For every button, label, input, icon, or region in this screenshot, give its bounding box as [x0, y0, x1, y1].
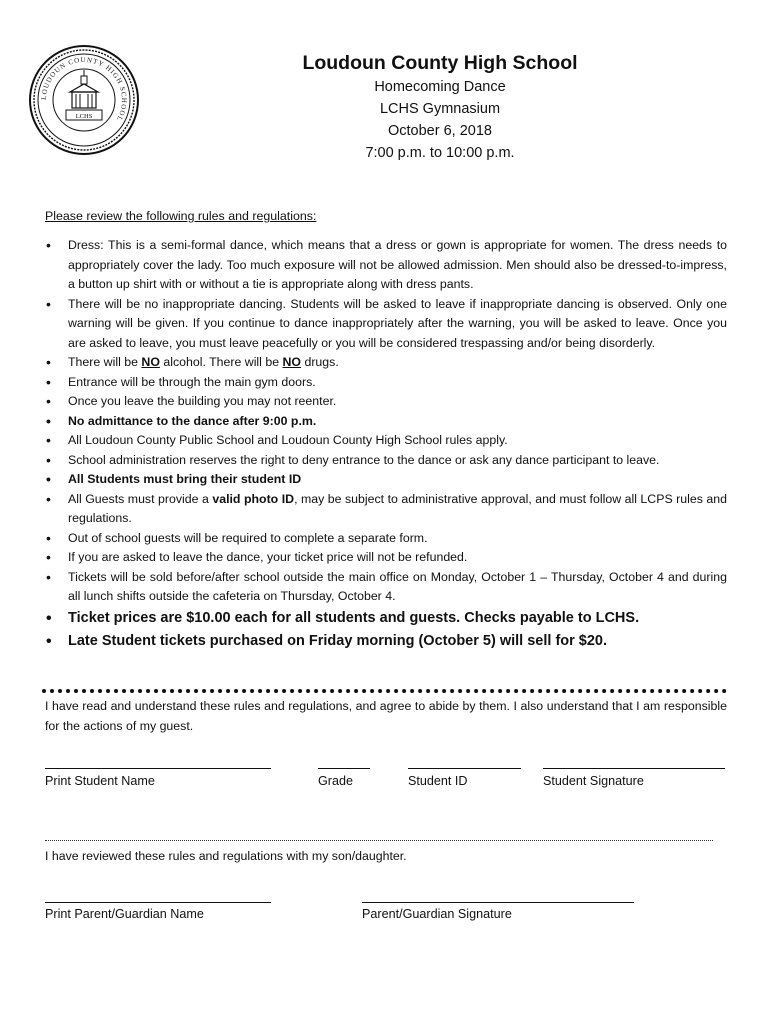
event-date: October 6, 2018	[388, 123, 492, 139]
rule-out-of-school: • Out of school guests will be required to complete a separate form.	[45, 529, 727, 549]
dotted-separator	[42, 689, 727, 693]
rule-guests: • All Guests must provide a valid photo ID, may be subject to administrative approval, and must follow all LCPS rules and regulations.	[45, 490, 727, 529]
rule-reentry: • Once you leave the building you may not reenter.	[45, 392, 727, 412]
student-id-label: Student ID	[408, 774, 468, 788]
rule-school-rules: • All Loudoun County Public School and Loudoun County High School rules apply.	[45, 431, 727, 451]
rule-administration: • School administration reserves the right to deny entrance to the dance or ask any dance participant to leave.	[45, 451, 727, 471]
rule-dress: • Dress: This is a semi-formal dance, which means that a dress or gown is appropriate for women. The dress needs to appropriately cover the lady. Too much exposure will not be allowed admission. Men should also be dressed-to-impress, a button up shirt with or without a tie is appropriate along with dress pants.	[45, 236, 727, 295]
rule-student-id: • All Students must bring their student ID	[45, 470, 727, 490]
parent-name-label: Print Parent/Guardian Name	[45, 907, 204, 921]
rule-admittance: • No admittance to the dance after 9:00 p.m.	[45, 412, 727, 432]
rule-late-tickets: • Late Student tickets purchased on Friday morning (October 5) will sell for $20.	[45, 630, 727, 653]
student-signature-line[interactable]	[543, 768, 725, 769]
acknowledgement-text: I have read and understand these rules and regulations, and agree to abide by them. I also understand that I am responsible for the actions of my guest.	[45, 699, 727, 733]
student-id-line[interactable]	[408, 768, 521, 769]
rules-list	[45, 236, 727, 653]
rule-dancing: • There will be no inappropriate dancing. Students will be asked to leave if inappropriate dancing is observed. Only one warning will be given. If you continue to dance inappropriately after the warning, you will be asked to leave. Once you are asked to leave, you must leave peacefully or you will be considered trespassing and/or being disorderly.	[45, 295, 727, 354]
parent-signature-line[interactable]	[362, 902, 634, 903]
seal-arc-text: LOUDOUN COUNTY HIGH SCHOOL	[39, 55, 129, 124]
event-name: Homecoming Dance	[374, 79, 506, 95]
rule-alcohol: • There will be NO alcohol. There will be NO drugs.	[45, 353, 727, 373]
rule-refund: • If you are asked to leave the dance, your ticket price will not be refunded.	[45, 548, 727, 568]
rule-ticket-prices: • Ticket prices are $10.00 each for all students and guests. Checks payable to LCHS.	[45, 607, 727, 630]
school-seal-icon	[28, 44, 140, 156]
student-name-label: Print Student Name	[45, 774, 155, 788]
rule-entrance: • Entrance will be through the main gym doors.	[45, 373, 727, 393]
parent-name-line[interactable]	[45, 902, 271, 903]
rules-intro: Please review the following rules and regulations:	[45, 209, 317, 223]
parent-statement: I have reviewed these rules and regulations with my son/daughter.	[45, 849, 407, 863]
event-location: LCHS Gymnasium	[379, 101, 501, 117]
student-name-line[interactable]	[45, 768, 271, 769]
seal-initials: LCHS	[75, 113, 93, 120]
dotted-separator-parent	[45, 840, 713, 841]
rule-ticket-sales: • Tickets will be sold before/after school outside the main office on Monday, October 1 – Thursday, October 4 and during all lunch shifts outside the cafeteria on Thursday, October 4.	[45, 568, 727, 607]
school-name: Loudoun County High School	[302, 52, 578, 74]
grade-line[interactable]	[318, 768, 370, 769]
grade-label: Grade	[318, 774, 354, 788]
parent-signature-label: Parent/Guardian Signature	[362, 907, 512, 921]
event-time: 7:00 p.m. to 10:00 p.m.	[365, 145, 515, 161]
student-signature-label: Student Signature	[543, 774, 644, 788]
